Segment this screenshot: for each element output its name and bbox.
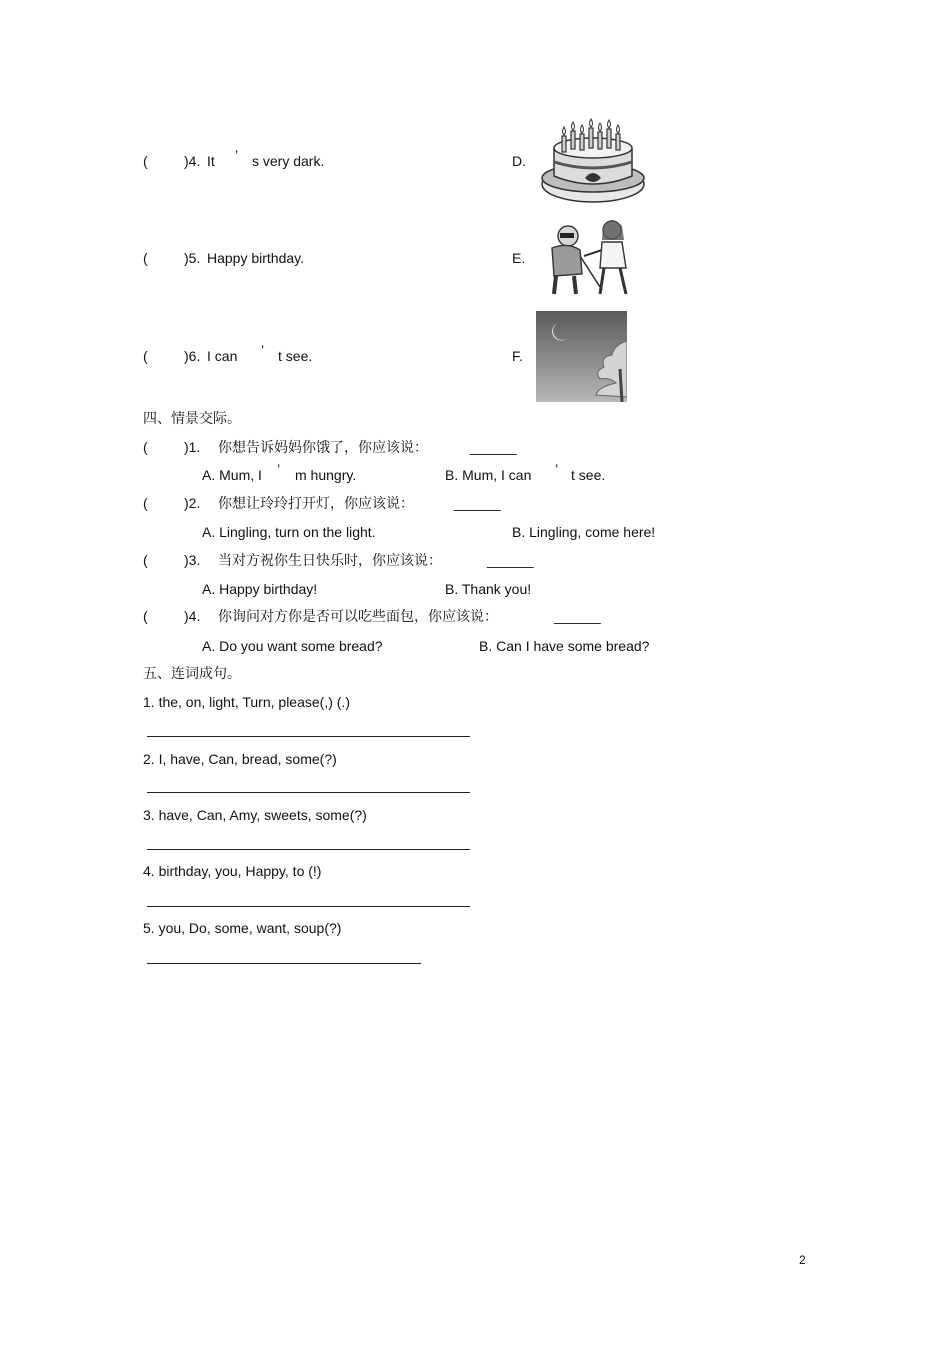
word-list: 2. I, have, Can, bread, some(?) (143, 751, 337, 767)
answer-paren: ( (143, 439, 148, 455)
option-letter: F. (512, 348, 523, 364)
sentence-part: Happy birthday. (207, 250, 305, 266)
birthday-cake-icon (540, 118, 646, 206)
option-letter: E. (512, 250, 526, 266)
question-prompt: 你询问对方你是否可以吃些面包，你应该说： (218, 608, 498, 624)
question-number: )2. (184, 495, 201, 511)
option-a-rest: m hungry. (295, 467, 357, 483)
answer-paren: ( (143, 608, 148, 624)
answer-blank[interactable]: ______ (454, 495, 501, 511)
answer-line[interactable] (147, 792, 470, 793)
blind-man-crossing-icon (540, 216, 632, 298)
option-b-rest: t see. (571, 467, 606, 483)
apostrophe: ’ (261, 342, 265, 358)
section-title: 四、情景交际。 (143, 410, 241, 426)
question-number: )1. (184, 439, 201, 455)
option-a: A. Do you want some bread? (202, 638, 383, 654)
answer-paren: ( (143, 250, 148, 266)
sentence-part: I can (207, 348, 238, 364)
answer-blank[interactable]: ______ (554, 608, 601, 624)
option-b: B. Lingling, come here! (512, 524, 656, 540)
sentence-part: s very dark. (252, 153, 325, 169)
answer-blank[interactable]: ______ (487, 552, 534, 568)
answer-paren: ( (143, 348, 148, 364)
option-a: A. Mum, I (202, 467, 262, 483)
apostrophe: ’ (277, 461, 281, 477)
question-number: )6. (184, 348, 201, 364)
question-prompt: 你想告诉妈妈你饿了，你应该说： (218, 439, 428, 455)
apostrophe: ’ (235, 147, 239, 163)
answer-line[interactable] (147, 963, 421, 964)
option-letter: D. (512, 153, 526, 169)
option-b: B. Can I have some bread? (479, 638, 650, 654)
option-b: B. Mum, I can (445, 467, 532, 483)
question-number: )4. (184, 608, 201, 624)
question-prompt: 你想让玲玲打开灯，你应该说： (218, 495, 414, 511)
option-b: B. Thank you! (445, 581, 532, 597)
word-list: 5. you, Do, some, want, soup(?) (143, 920, 342, 936)
answer-line[interactable] (147, 849, 470, 850)
question-number: )5. (184, 250, 201, 266)
answer-paren: ( (143, 495, 148, 511)
apostrophe: ’ (555, 461, 559, 477)
question-prompt: 当对方祝你生日快乐时，你应该说： (218, 552, 442, 568)
answer-line[interactable] (147, 906, 470, 907)
question-number: )3. (184, 552, 201, 568)
word-list: 1. the, on, light, Turn, please(,) (.) (143, 694, 350, 710)
answer-blank[interactable]: ______ (470, 439, 517, 455)
word-list: 4. birthday, you, Happy, to (!) (143, 863, 322, 879)
question-number: )4. (184, 153, 201, 169)
answer-line[interactable] (147, 736, 470, 737)
sentence-part: It (207, 153, 215, 169)
section-title: 五、连词成句。 (143, 665, 241, 681)
answer-paren: ( (143, 153, 148, 169)
night-moon-icon (536, 311, 627, 402)
answer-paren: ( (143, 552, 148, 568)
option-a: A. Lingling, turn on the light. (202, 524, 376, 540)
word-list: 3. have, Can, Amy, sweets, some(?) (143, 807, 367, 823)
sentence-part: t see. (278, 348, 313, 364)
page-number: 2 (799, 1253, 806, 1267)
option-a: A. Happy birthday! (202, 581, 318, 597)
